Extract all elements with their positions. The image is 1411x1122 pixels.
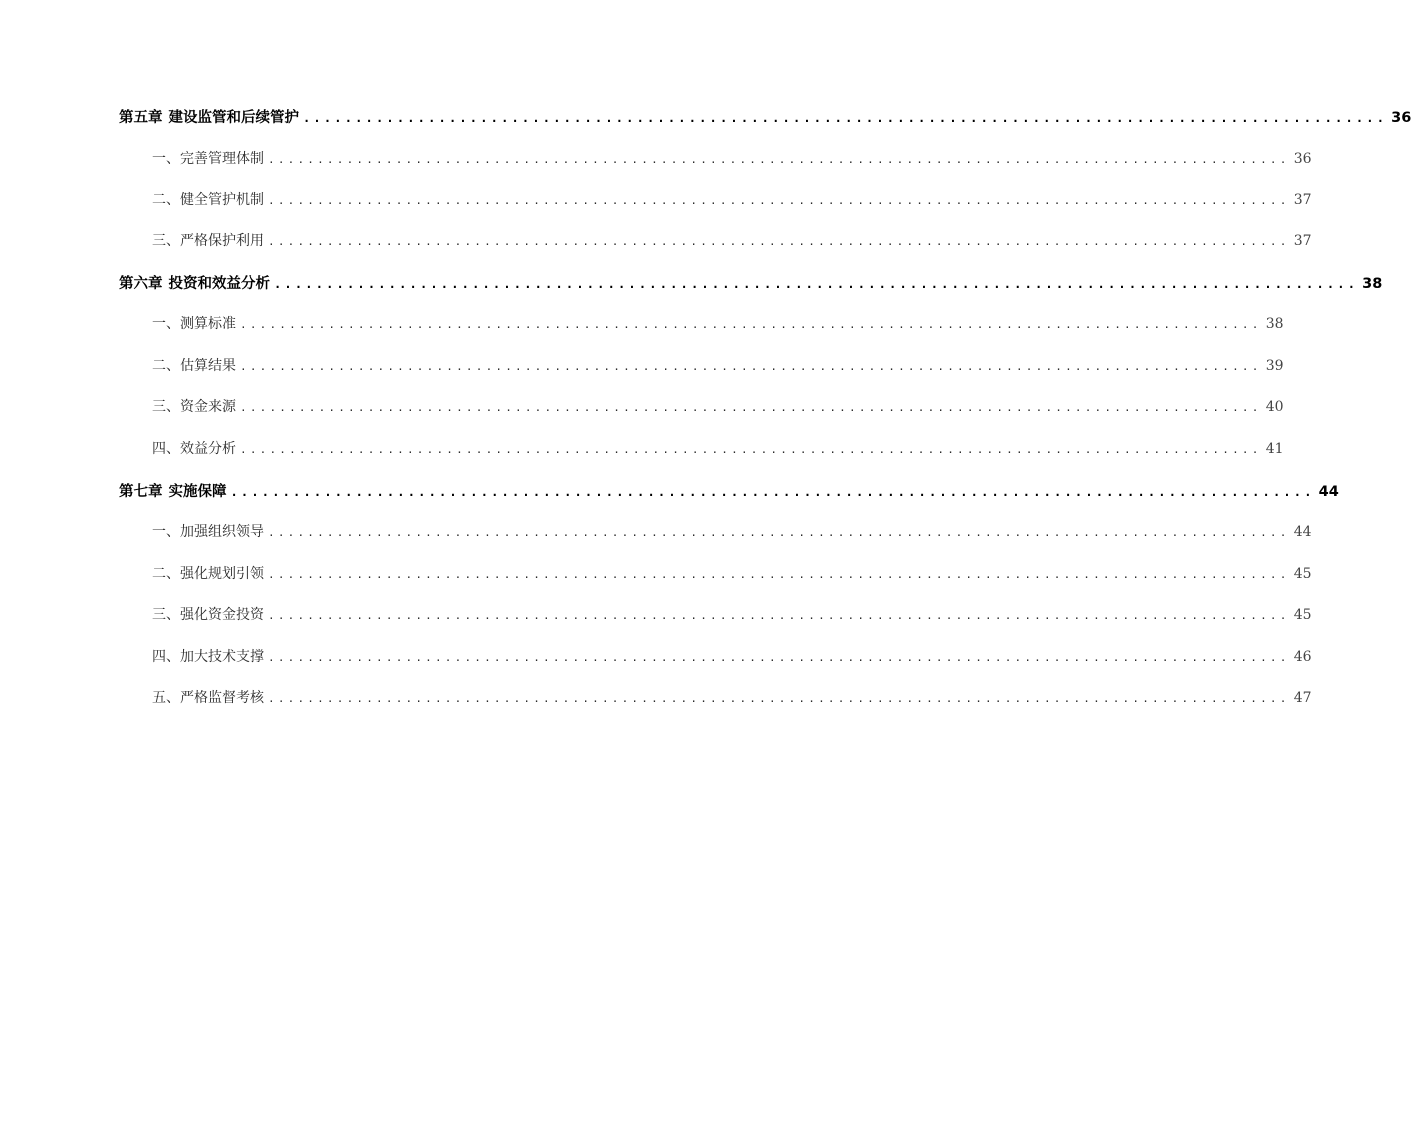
toc-leader-dots: ........................................................................................................ — [268, 526, 1290, 539]
table-of-contents — [119, 104, 1411, 707]
toc-section-row[interactable] — [119, 355, 1284, 375]
toc-chapter-title: 投资和效益分析 — [168, 276, 270, 292]
toc-leader-dots: ........................................................................................................ — [268, 153, 1290, 166]
toc-section-title: 三、资金来源 — [152, 399, 236, 415]
toc-page-number: 37 — [1293, 233, 1312, 249]
toc-page-number: 44 — [1318, 484, 1339, 500]
toc-section-title: 一、测算标准 — [152, 316, 236, 332]
toc-leader-dots: ........................................................................................................ — [268, 651, 1290, 664]
toc-section-row[interactable] — [119, 563, 1312, 583]
toc-section-title: 五、严格监督考核 — [152, 690, 264, 706]
toc-page-number: 46 — [1293, 649, 1312, 665]
toc-page-number: 39 — [1265, 358, 1284, 374]
toc-page-number: 37 — [1293, 192, 1312, 208]
toc-leader-dots: ........................................................................................................ — [240, 360, 1262, 373]
toc-section-row[interactable] — [119, 521, 1312, 541]
toc-section-title: 二、强化规划引领 — [152, 566, 264, 582]
toc-page-number: 45 — [1293, 607, 1312, 623]
toc-section-row[interactable] — [119, 189, 1312, 209]
toc-page-number: 36 — [1293, 151, 1312, 167]
toc-chapter-number: 第六章 — [119, 276, 163, 292]
toc-page-number: 38 — [1362, 276, 1383, 292]
toc-leader-dots: ........................................................................................................ — [268, 568, 1290, 581]
toc-section-row[interactable] — [119, 687, 1312, 707]
toc-leader-dots: ........................................................................................................ — [268, 609, 1290, 622]
toc-section-title: 二、健全管护机制 — [152, 192, 264, 208]
toc-chapter-row[interactable] — [119, 272, 1383, 292]
toc-chapter-label — [119, 106, 299, 127]
toc-page-number: 36 — [1391, 110, 1411, 126]
toc-leader-dots: ........................................................................................................ — [268, 235, 1290, 248]
toc-section-row[interactable] — [119, 604, 1312, 624]
toc-page-number: 45 — [1293, 566, 1312, 582]
toc-leader-dots: ........................................................................................................ — [240, 401, 1262, 414]
toc-section-row[interactable] — [119, 438, 1284, 458]
toc-leader-dots: ........................................................................................................ — [268, 692, 1290, 705]
toc-leader-dots: ........................................................................................................ — [230, 485, 1315, 499]
toc-leader-dots: ........................................................................................................ — [274, 277, 1359, 291]
toc-leader-dots: ........................................................................................................ — [240, 443, 1262, 456]
toc-page-number: 40 — [1265, 399, 1284, 415]
toc-section-row[interactable] — [119, 230, 1312, 250]
toc-section-row[interactable] — [119, 396, 1284, 416]
toc-section-title: 一、完善管理体制 — [152, 151, 264, 167]
toc-page-number: 38 — [1265, 316, 1284, 332]
toc-section-title: 一、加强组织领导 — [152, 524, 264, 540]
toc-chapter-label — [119, 272, 270, 293]
toc-chapter-title: 建设监管和后续管护 — [168, 110, 299, 126]
toc-leader-dots: ........................................................................................................ — [240, 318, 1262, 331]
toc-page-number: 41 — [1265, 441, 1284, 457]
toc-leader-dots: ........................................................................................................ — [303, 111, 1388, 125]
toc-section-title: 三、严格保护利用 — [152, 233, 264, 249]
toc-section-row[interactable] — [119, 646, 1312, 666]
toc-chapter-number: 第五章 — [119, 110, 163, 126]
toc-section-title: 四、加大技术支撑 — [152, 649, 264, 665]
toc-section-row[interactable] — [119, 313, 1284, 333]
toc-section-title: 三、强化资金投资 — [152, 607, 264, 623]
toc-page-number: 47 — [1293, 690, 1312, 706]
toc-section-title: 四、效益分析 — [152, 441, 236, 457]
toc-leader-dots: ........................................................................................................ — [268, 194, 1290, 207]
toc-chapter-label — [119, 480, 227, 501]
toc-chapter-title: 实施保障 — [168, 484, 227, 500]
toc-section-title: 二、估算结果 — [152, 358, 236, 374]
toc-chapter-row[interactable] — [119, 106, 1411, 126]
toc-section-row[interactable] — [119, 148, 1312, 168]
toc-page-number: 44 — [1293, 524, 1312, 540]
toc-chapter-number: 第七章 — [119, 484, 163, 500]
toc-chapter-row[interactable] — [119, 480, 1339, 500]
